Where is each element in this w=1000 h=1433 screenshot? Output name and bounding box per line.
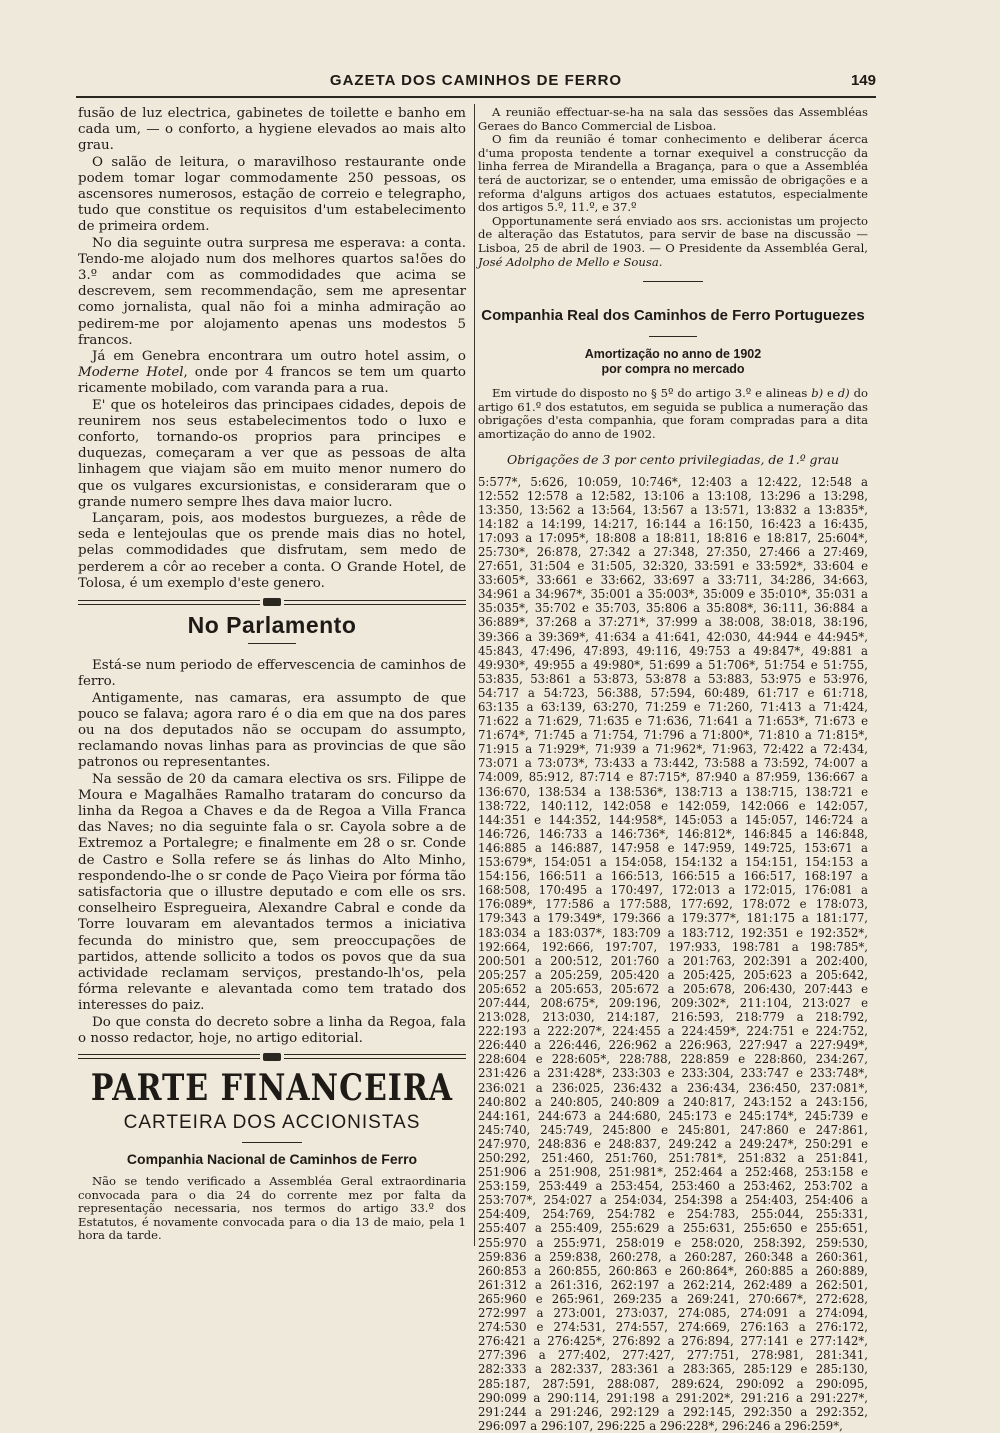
signature-name: José Adolpho de Mello e Sousa. (478, 254, 663, 269)
page-header (76, 66, 876, 98)
paragraph: O fim da reunião é tomar conhecimento e deliberar ácerca d'uma proposta tendente a tornar exequivel a construcção da linha ferrea de Mirandella a Bragança, para o que a Assembléa terá de auctorizar, se o entender, uma emissão de obrigações e a reforma d'alguns artigos dos actuaes estatutos, especialmente dos artigos 5.º, 11.º, e 37.º (478, 132, 868, 215)
paragraph: Antigamente, nas camaras, era assumpto de que pouco se falava; agora raro é o dia em que na dos pares ou na dos deputados não se occupam do assumpto, reclamando novas linhas para as provincias de que são patronos ou representantes. (78, 690, 466, 771)
publication-title: GAZETA DOS CAMINHOS DE FERRO (329, 72, 623, 89)
text-run: d) (837, 386, 850, 401)
paragraph (478, 387, 868, 441)
subtitle-carteira: CARTEIRA DOS ACCIONISTAS (123, 1111, 421, 1133)
column-divider (474, 104, 475, 1246)
section-ornament (78, 598, 466, 606)
amortization-line: por compra no mercado (601, 362, 745, 377)
section-title-parlamento: No Parlamento (187, 612, 357, 639)
obligation-numbers: 5:577*, 5:626, 10:059, 10:746*, 12:403 a 12:422, 12:548 a 12:552 12:578 a 12:582, 13:106 a 13:108, 13:296 a 13:298, 13:350, 13:562 a 13:564, 13:567 a 13:571, 13:832 a 13:835*, 14:182 a 14:199, 14:217, 16:144 a 16:150, 16:423 a 16:435, 17:093 a 17:095*, 18:808 a 18:811, 18:816 e 18:817, 25:604*, 25:730*, 26:878, 27:342 a 27:348, 27:350, 27:466 a 27:469, 27:651, 31:504 e 31:505, 32:320, 33:591 e 33:592*, 33:604 e 33:605*, 33:661 e 33:662, 33:697 a 33:711, 34:286, 34:663, 34:961 a 34:967*, 35:001 a 35:003*, 35:009 e 35:010*, 35:031 a 35:035*, 35:702 e 35:703, 35:806 a 35:808*, 36:111, 36:884 a 36:889*, 37:268 a 37:271*, 37:999 a 38:008, 38:018, 38:196, 39:366 a 39:369*, 41:634 a 41:641, 42:030, 44:944 e 44:945*, 45:843, 47:496, 47:893, 49:116, 49:753 a 49:847*, 49:881 a 49:930*, 49:955 a 49:980*, 51:699 a 51:706*, 51:754 e 51:755, 53:835, 53:861 a 53:873, 53:878 a 53:883, 53:975 e 53:976, 54:717 a 54:723, 56:388, 57:594, 60:489, 61:717 e 61:718, 63:135 a 63:139, 63:270, 71:259 e 71:260, 71:413 a 71:424, 71:622 a 71:629, 71:635 e 71:636, 71:641 a 71:653*, 71:673 e 71:674*, 71:745 a 71:754, 71:796 a 71:800*, 71:810 a 71:815*, 71:915 a 71:929*, 71:939 a 71:962*, 71:963, 72:422 a 72:434, 73:071 a 73:073*, 73:433 a 73:442, 73:588 a 73:592, 74:007 a 74:009, 85:912, 87:714 e 87:715*, 87:940 a 87:959, 136:667 a 136:670, 138:534 a 138:536*, 138:713 a 138:715, 138:721 e 138:722, 140:112, 142:058 e 142:059, 142:066 e 142:057, 144:351 e 144:352, 144:958*, 145:053 a 145:057, 146:724 a 146:726, 146:733 a 146:736*, 146:812*, 146:845 a 146:848, 146:885 a 146:887, 147:958 e 147:959, 149:725, 153:671 a 153:679*, 154:051 a 154:058, 154:132 a 154:151, 154:153 a 154:156, 166:511 a 166:513, 166:515 a 166:517, 168:197 a 168:508, 170:495 a 170:497, 172:013 a 172:015, 176:081 a 176:089*, 177:586 a 177:588, 177:692, 178:072 e 178:073, 179:343 a 179:349*, 179:366 a 179:377*, 181:175 a 181:177, 183:034 a 183:037*, 183:709 a 183:712, 192:351 e 192:352*, 192:664, 192:666, 197:707, 197:933, 198:781 a 198:785*, 200:501 a 200:512, 201:760 a 201:763, 202:391 a 202:400, 205:257 a 205:259, 205:420 a 205:425, 205:623 a 205:642, 205:652 a 205:653, 205:672 a 205:678, 206:430, 207:443 e 207:444, 208:675*, 209:196, 209:302*, 211:104, 213:027 e 213:028, 213:030, 214:187, 216:593, 218:779 a 218:792, 222:193 a 222:207*, 224:455 a 224:459*, 224:751 e 224:752, 226:440 a 226:446, 226:962 a 226:963, 227:947 a 227:949*, 228:604 e 228:605*, 228:788, 228:859 e 228:860, 234:267, 231:426 a 231:428*, 233:303 e 233:304, 233:747 e 233:748*, 236:021 a 236:025, 236:432 a 236:434, 236:450, 237:081*, 240:802 a 240:805, 240:809 a 240:817, 243:152 a 243:156, 244:161, 244:673 a 244:680, 245:173 e 245:174*, 245:739 e 245:740, 245:749, 245:800 e 245:801, 247:860 e 247:861, 247:970, 248:836 e 248:837, 249:242 a 249:247*, 250:291 e 250:292, 251:460, 251:760, 251:781*, 251:832 a 251:841, 251:906 a 251:908, 251:981*, 252:464 a 252:468, 253:158 e 253:159, 253:449 a 253:454, 253:460 a 253:462, 253:702 a 253:707*, 254:027 a 254:034, 254:398 a 254:403, 254:406 a 254:409, 254:769, 254:782 e 254:783, 255:044, 255:331, 255:407 a 255:409, 255:629 a 255:631, 255:650 e 255:651, 255:970 a 255:971, 258:019 e 258:020, 258:392, 259:530, 259:836 a 259:838, 260:278, a 260:287, 260:348 a 260:361, 260:853 a 260:855, 260:863 e 260:864*, 260:885 a 260:889, 261:312 a 261:316, 262:197 a 262:214, 262:489 a 262:501, 265:960 e 265:961, 269:235 a 269:241, 270:667*, 272:628, 272:997 a 273:001, 273:037, 274:085, 274:091 a 274:094, 274:530 e 274:531, 274:557, 274:669, 276:163 a 276:172, 276:421 a 276:425*, 276:892 a 276:894, 277:141 e 277:142*, 277:396 a 277:402, 277:427, 277:751, 278:981, 281:341, 282:333 a 282:337, 283:361 a 283:365, 285:129 e 285:130, 285:187, 287:591, 288:087, 289:624, 290:092 a 290:095, 290:099 a 290:114, 291:198 a 291:202*, 291:216 a 291:227*, 291:244 a 291:246, 292:129 a 292:145, 292:350 a 292:352, 296:097 a 296:107, 296:225 a 296:228*, 296:246 a 296:259*, (478, 474, 868, 1433)
text-run: Já em Genebra encontrara um outro hotel assim, o (92, 349, 466, 365)
title-rule (242, 1142, 302, 1143)
amortization-heading (478, 347, 868, 377)
paragraph (78, 349, 466, 398)
section-ornament (78, 1053, 466, 1061)
obligations-heading: Obrigações de 3 por cento privilegiadas, de 1.º grau (506, 451, 840, 467)
paragraph: Na sessão de 20 da camara electiva os srs. Filippe de Moura e Magalhães Ramalho trataram do concurso da linha da Regoa a Chaves e da de Regoa a Villa Franca das Naves; no dia seguinte fala o sr. Cayola sobre a de Extremoz a Portalegre; e finalmente em 28 o sr. Conde de Castro e Solla refere se ás linhas do Alto Minho, respondendo-lhe o sr conde de Paço Vieira por fórma tão satisfactoria que o illustre deputado e com elle os srs. conselheiro Espregueira, Alexandre Cabral e conde da Torre louvaram em alevantados termos a iniciativa fecunda do ministro que, sem preoccupações de partidos, attende sollicito a todos os povos que da sua actividade reclamam serviços, prestando-lh'os, pela fórma relevante e alevantada como tem tratado dos interesses do paiz. (78, 771, 466, 1014)
paragraph: fusão de luz electrica, gabinetes de toilette e banho em cada um, — o conforto, a hygiene elevados ao mais alto grau. (78, 106, 466, 154)
paragraph: Do que consta do decreto sobre a linha da Regoa, fala o nosso redactor, hoje, no artigo editorial. (78, 1014, 466, 1046)
hotel-name: Moderne Hotel (78, 365, 184, 381)
paragraph: O salão de leitura, o maravilhoso restaurante onde podem tomar logar commodamente 250 pessoas, os ascensores numerosos, estação de correio e telegrapho, tudo que constitue os requisitos d'um estabelecimento de primeira ordem. (78, 154, 466, 235)
text-run: b) (811, 386, 824, 401)
title-rule (248, 643, 296, 644)
page-number: 149 (850, 72, 876, 89)
section-title-parte-financeira: PARTE FINANCEIRA (90, 1067, 454, 1110)
amortization-line: Amortização no anno de 1902 (584, 347, 762, 362)
right-column (478, 106, 868, 1433)
text-run: e (823, 386, 838, 401)
paragraph: Não se tendo verificado a Assembléa Geral extraordinaria convocada para o dia 24 do corrente mez por falta da representação necessaria, nos termos do artigo 33.º dos Estatutos, é novamente convocada para o dia 13 de maio, pela 1 hora da tarde. (78, 1173, 466, 1243)
left-column (78, 106, 466, 1243)
text-run: , onde por 4 francos se tem um quarto ricamente mobilado, com varanda para a rua. (78, 365, 466, 397)
text-run: Opportunamente será enviado aos srs. accionistas um projecto de alteração das Estatutos, para servir de base na discussão — Lisboa, 25 de abril de 1903. — O Presidente da Assembléa Geral, (478, 213, 868, 255)
title-rule (649, 336, 697, 337)
text-run: do artigo 61.º dos estatutos, em seguida se publica a numeração das obrigações d'esta companhia, que foram compradas para a dita amortização do anno de 1902. (478, 386, 868, 441)
company-title-real: Companhia Real dos Caminhos de Ferro Portuguezes (481, 307, 865, 325)
divider-rule (643, 281, 703, 282)
paragraph: E' que os hoteleiros das principaes cidades, depois de reunirem nos seus estabelecimentos todo o luxo e conforto, tornando-os proprios para principes e duquezas, começaram a ver que as pessoas de alta linhagem que viajam são em muito menor numero do que os vulgares excursionistas, e consideraram que o grande numero sempre lhes dava maior lucro. (78, 397, 466, 510)
paragraph: Está-se num periodo de effervescencia de caminhos de ferro. (78, 658, 466, 690)
paragraph: A reunião effectuar-se-ha na sala das sessões das Assembléas Geraes do Banco Commercial de Lisboa. (478, 105, 868, 133)
company-title-nacional: Companhia Nacional de Caminhos de Ferro (126, 1150, 418, 1167)
paragraph: Lançaram, pois, aos modestos burguezes, a rêde de seda e lentejoulas que os prende mais dias no hotel, pelas commodidades que disfrutam, sem medo de perderem a côr ao receber a conta. O Grande Hotel, de Tolosa, é um exemplo d'este genero. (78, 511, 466, 591)
paragraph: No dia seguinte outra surpresa me esperava: a conta. Tendo-me alojado num dos melhores quartos sa!ões do 3.º andar com as commodidades que acima se descrevem, sem recommendação, sem me apresentar como jornalista, qual não foi a minha admiração ao pedirem-me por alojamento apenas uns modestos 5 francos. (78, 235, 466, 348)
paragraph (478, 215, 868, 269)
text-run: Em virtude do disposto no § 5º do artigo 3.º e alineas (492, 386, 812, 401)
